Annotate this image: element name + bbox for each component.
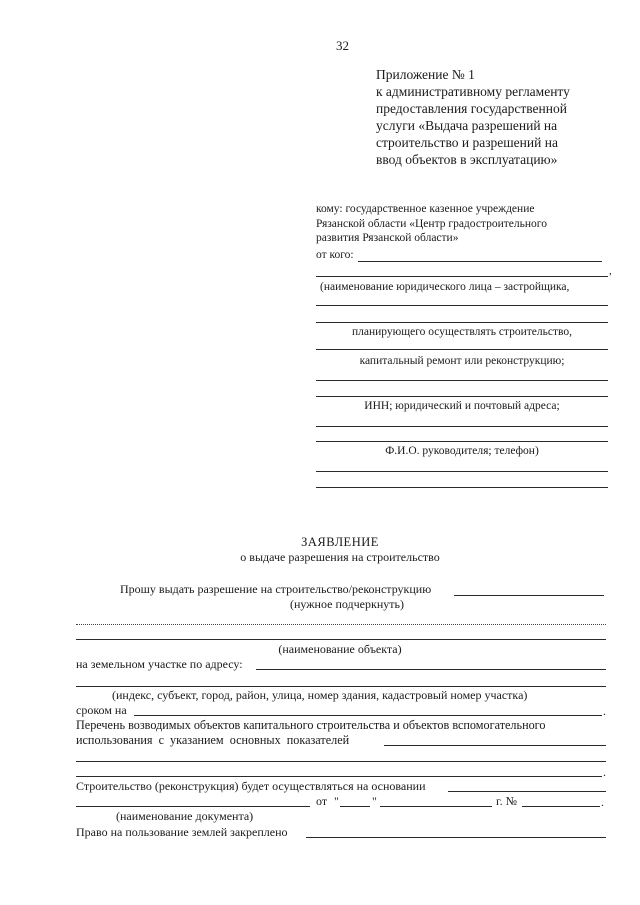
appendix-line: строительство и разрешений на bbox=[376, 135, 558, 150]
request-field[interactable] bbox=[454, 595, 604, 596]
planning-field-line[interactable] bbox=[316, 349, 608, 350]
appendix-line: ввод объектов в эксплуатацию» bbox=[376, 152, 558, 167]
indicators-field[interactable] bbox=[384, 745, 606, 746]
director-field-line[interactable] bbox=[316, 471, 608, 472]
page-number: 32 bbox=[336, 38, 349, 53]
basis-field[interactable] bbox=[448, 791, 606, 792]
from-field-line[interactable] bbox=[316, 276, 608, 277]
repair-field-line[interactable] bbox=[316, 380, 608, 381]
document-caption: (наименование документа) bbox=[116, 809, 254, 823]
object-name-line[interactable] bbox=[76, 624, 606, 625]
underline-hint: (нужное подчеркнуть) bbox=[290, 597, 404, 611]
caption-planning: планирующего осуществлять строительство, bbox=[352, 326, 572, 338]
repair-field-line[interactable] bbox=[316, 396, 608, 397]
indicators-field-line[interactable] bbox=[76, 776, 602, 777]
doc-number-field[interactable] bbox=[522, 806, 600, 807]
caption-director: Ф.И.О. руководителя; телефон) bbox=[385, 445, 539, 457]
land-plot-label: на земельном участке по адресу: bbox=[76, 657, 243, 671]
land-plot-field-line[interactable] bbox=[76, 686, 606, 687]
caption-inn: ИНН; юридический и почтовый адреса; bbox=[364, 400, 560, 412]
land-right-field[interactable] bbox=[306, 837, 606, 838]
year-suffix: г. № bbox=[496, 794, 518, 808]
entity-field-line[interactable] bbox=[316, 322, 608, 323]
appendix-line: услуги «Выдача разрешений на bbox=[376, 118, 558, 133]
term-label: сроком на bbox=[76, 703, 127, 717]
caption-repair: капитальный ремонт или реконструкцию; bbox=[359, 355, 565, 367]
from-field[interactable] bbox=[358, 261, 602, 262]
basis-label: Строительство (реконструкция) будет осуществляться на основании bbox=[76, 779, 426, 793]
request-text: Прошу выдать разрешение на строительство/реконструкцию bbox=[120, 582, 432, 596]
addressee-block bbox=[316, 202, 547, 246]
address-caption: (индекс, субъект, город, район, улица, номер здания, кадастровый номер участка) bbox=[112, 688, 528, 702]
addressee-line: кому: государственное казенное учреждение bbox=[316, 203, 535, 215]
date-day-field[interactable] bbox=[340, 806, 370, 807]
addressee-line: Рязанской области «Центр градостроительного bbox=[316, 217, 547, 230]
appendix-header bbox=[376, 66, 570, 168]
land-plot-field[interactable] bbox=[256, 669, 606, 670]
director-field-line[interactable] bbox=[316, 487, 608, 488]
from-label: от кого: bbox=[316, 249, 354, 261]
statement-subtitle: о выдаче разрешения на строительство bbox=[240, 550, 440, 564]
object-name-line[interactable] bbox=[76, 639, 606, 640]
term-field[interactable] bbox=[134, 715, 602, 716]
quote-close: " bbox=[372, 794, 377, 808]
date-month-field[interactable] bbox=[380, 806, 492, 807]
list-line-1: Перечень возводимых объектов капитального строительства и объектов вспомогательного bbox=[76, 718, 546, 732]
object-name-caption: (наименование объекта) bbox=[278, 642, 402, 656]
from-word: от bbox=[316, 794, 328, 808]
quote-open: " bbox=[334, 794, 339, 808]
addressee-line: развития Рязанской области» bbox=[316, 232, 459, 244]
caption-legal-entity: (наименование юридического лица – застройщика, bbox=[320, 281, 570, 293]
appendix-line: предоставления государственной bbox=[376, 101, 567, 116]
appendix-line: к административному регламенту bbox=[376, 84, 570, 99]
document-name-field[interactable] bbox=[76, 806, 310, 807]
land-right-label: Право на пользование землей закреплено bbox=[76, 825, 288, 839]
indicators-field-line[interactable] bbox=[76, 761, 606, 762]
inn-field-line[interactable] bbox=[316, 426, 608, 427]
entity-field-line[interactable] bbox=[316, 305, 608, 306]
appendix-line: Приложение № 1 bbox=[376, 67, 475, 82]
list-line-2: использования с указанием основных показателей bbox=[76, 733, 350, 747]
inn-field-line[interactable] bbox=[316, 441, 608, 442]
statement-title: ЗАЯВЛЕНИЕ bbox=[301, 535, 379, 549]
